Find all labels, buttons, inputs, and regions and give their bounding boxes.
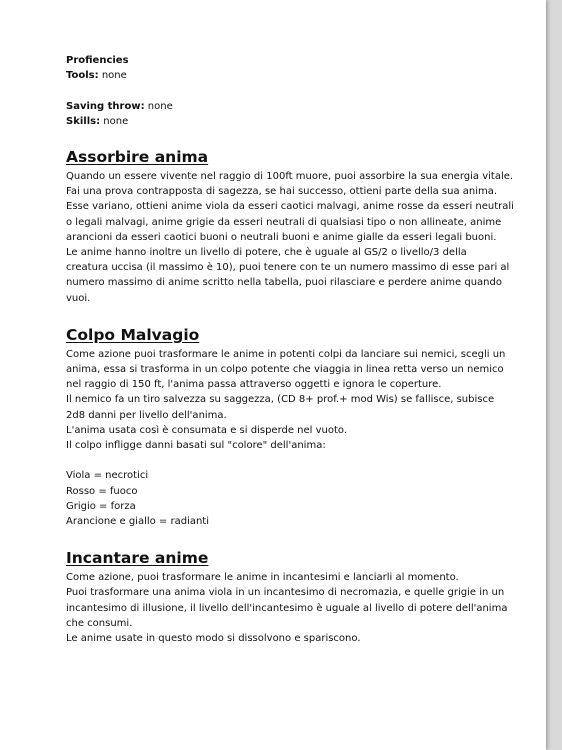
paragraph-line: Puoi trasformare una anima viola in un incantesimo di necromazia, e quelle grigie in un	[66, 587, 505, 599]
paragraph-line: Il nemico fa un tiro salvezza su saggezza, (CD 8+ prof.+ mod Wis) se fallisce, subisce	[66, 394, 495, 406]
paragraph-line: Esse variano, ottieni anime viola da esseri caotici malvagi, anime rosse da esseri neutrali	[66, 201, 514, 213]
saving-throw-line	[66, 99, 506, 114]
document-content	[66, 53, 514, 646]
damage-list-item: Rosso = fuoco	[66, 485, 138, 497]
paragraph-line: Il colpo infligge danni basati sul "colore" dell'anima:	[66, 440, 326, 452]
paragraph-line: anima, essa si trasforma in un colpo potente che viaggia in linea retta verso un nemico	[66, 364, 504, 376]
paragraph-line: Le anime hanno inoltre un livello di potere, che è uguale al GS/2 o livello/3 della	[66, 247, 467, 259]
damage-list-item: Viola = necrotici	[66, 470, 149, 482]
damage-list-item: Arancione e giallo = radianti	[66, 516, 210, 528]
paragraph-line: numero massimo di anime scritto nella tabella, puoi rilasciare e perdere anime quando	[66, 277, 502, 289]
paragraph-line: 2d8 danni per livello dell'anima.	[66, 409, 227, 421]
paragraph-line: creatura uccisa (il massimo è 10), puoi tenere con te un numero massimo di esse pari al	[66, 262, 510, 274]
tools-value: none	[101, 70, 127, 82]
skills-value: none	[103, 115, 129, 127]
section-body-colpo-malvagio	[66, 347, 506, 529]
saving-throw-value: none	[147, 100, 173, 112]
tools-line	[66, 68, 506, 83]
paragraph-line: nel raggio di 150 ft, l'anima passa attraverso oggetti e ignora le coperture.	[66, 379, 442, 391]
section-body-incantare-anime	[66, 570, 506, 646]
paragraph-line: Fai una prova contrapposta di sagezza, se hai successo, ottieni parte della sua anima.	[66, 186, 498, 198]
spacer	[66, 83, 506, 98]
paragraph-line: o legali malvagi, anime grigie da esseri neutrali di qualsiasi tipo o non allineate, anime	[66, 216, 502, 228]
paragraph-line: incantesimo di illusione, il livello dell'incantesimo è uguale al livello di potere dell'anima	[66, 602, 508, 614]
paragraph-line: Quando un essere vivente nel raggio di 100ft muore, puoi assorbire la sua energia vitale.	[66, 171, 514, 182]
saving-throw-label: Saving throw:	[66, 100, 145, 112]
spacer	[66, 453, 506, 468]
paragraph-line: arancioni da esseri caotici buoni o neutrali buoni e anime gialle da esseri legali buoni.	[66, 231, 497, 243]
section-title-colpo-malvagio: Colpo Malvagio	[66, 325, 200, 344]
tools-label: Tools:	[66, 70, 99, 82]
paragraph-line: vuoi.	[66, 292, 91, 304]
section-title-assorbire-anima: Assorbire anima	[66, 148, 209, 166]
paragraph-line: L'anima usata così è consumata e si disperde nel vuoto.	[66, 424, 348, 436]
paragraph-line: che consumi.	[66, 617, 133, 629]
paragraph-line: Come azione puoi trasformare le anime in potenti colpi da lanciare sui nemici, scegli un	[66, 348, 506, 360]
skills-label: Skills:	[66, 115, 101, 127]
proficiencies-title: Profiencies	[66, 55, 129, 66]
section-body-assorbire-anima	[66, 169, 514, 306]
skills-line	[66, 114, 506, 129]
section-title-incantare-anime: Incantare anime	[66, 549, 209, 568]
paragraph-line: Come azione, puoi trasformare le anime in incantesimi e lanciarli al momento.	[66, 572, 459, 584]
damage-list-item: Grigio = forza	[66, 500, 136, 512]
paragraph-line: Le anime usate in questo modo si dissolvono e spariscono.	[66, 633, 361, 645]
